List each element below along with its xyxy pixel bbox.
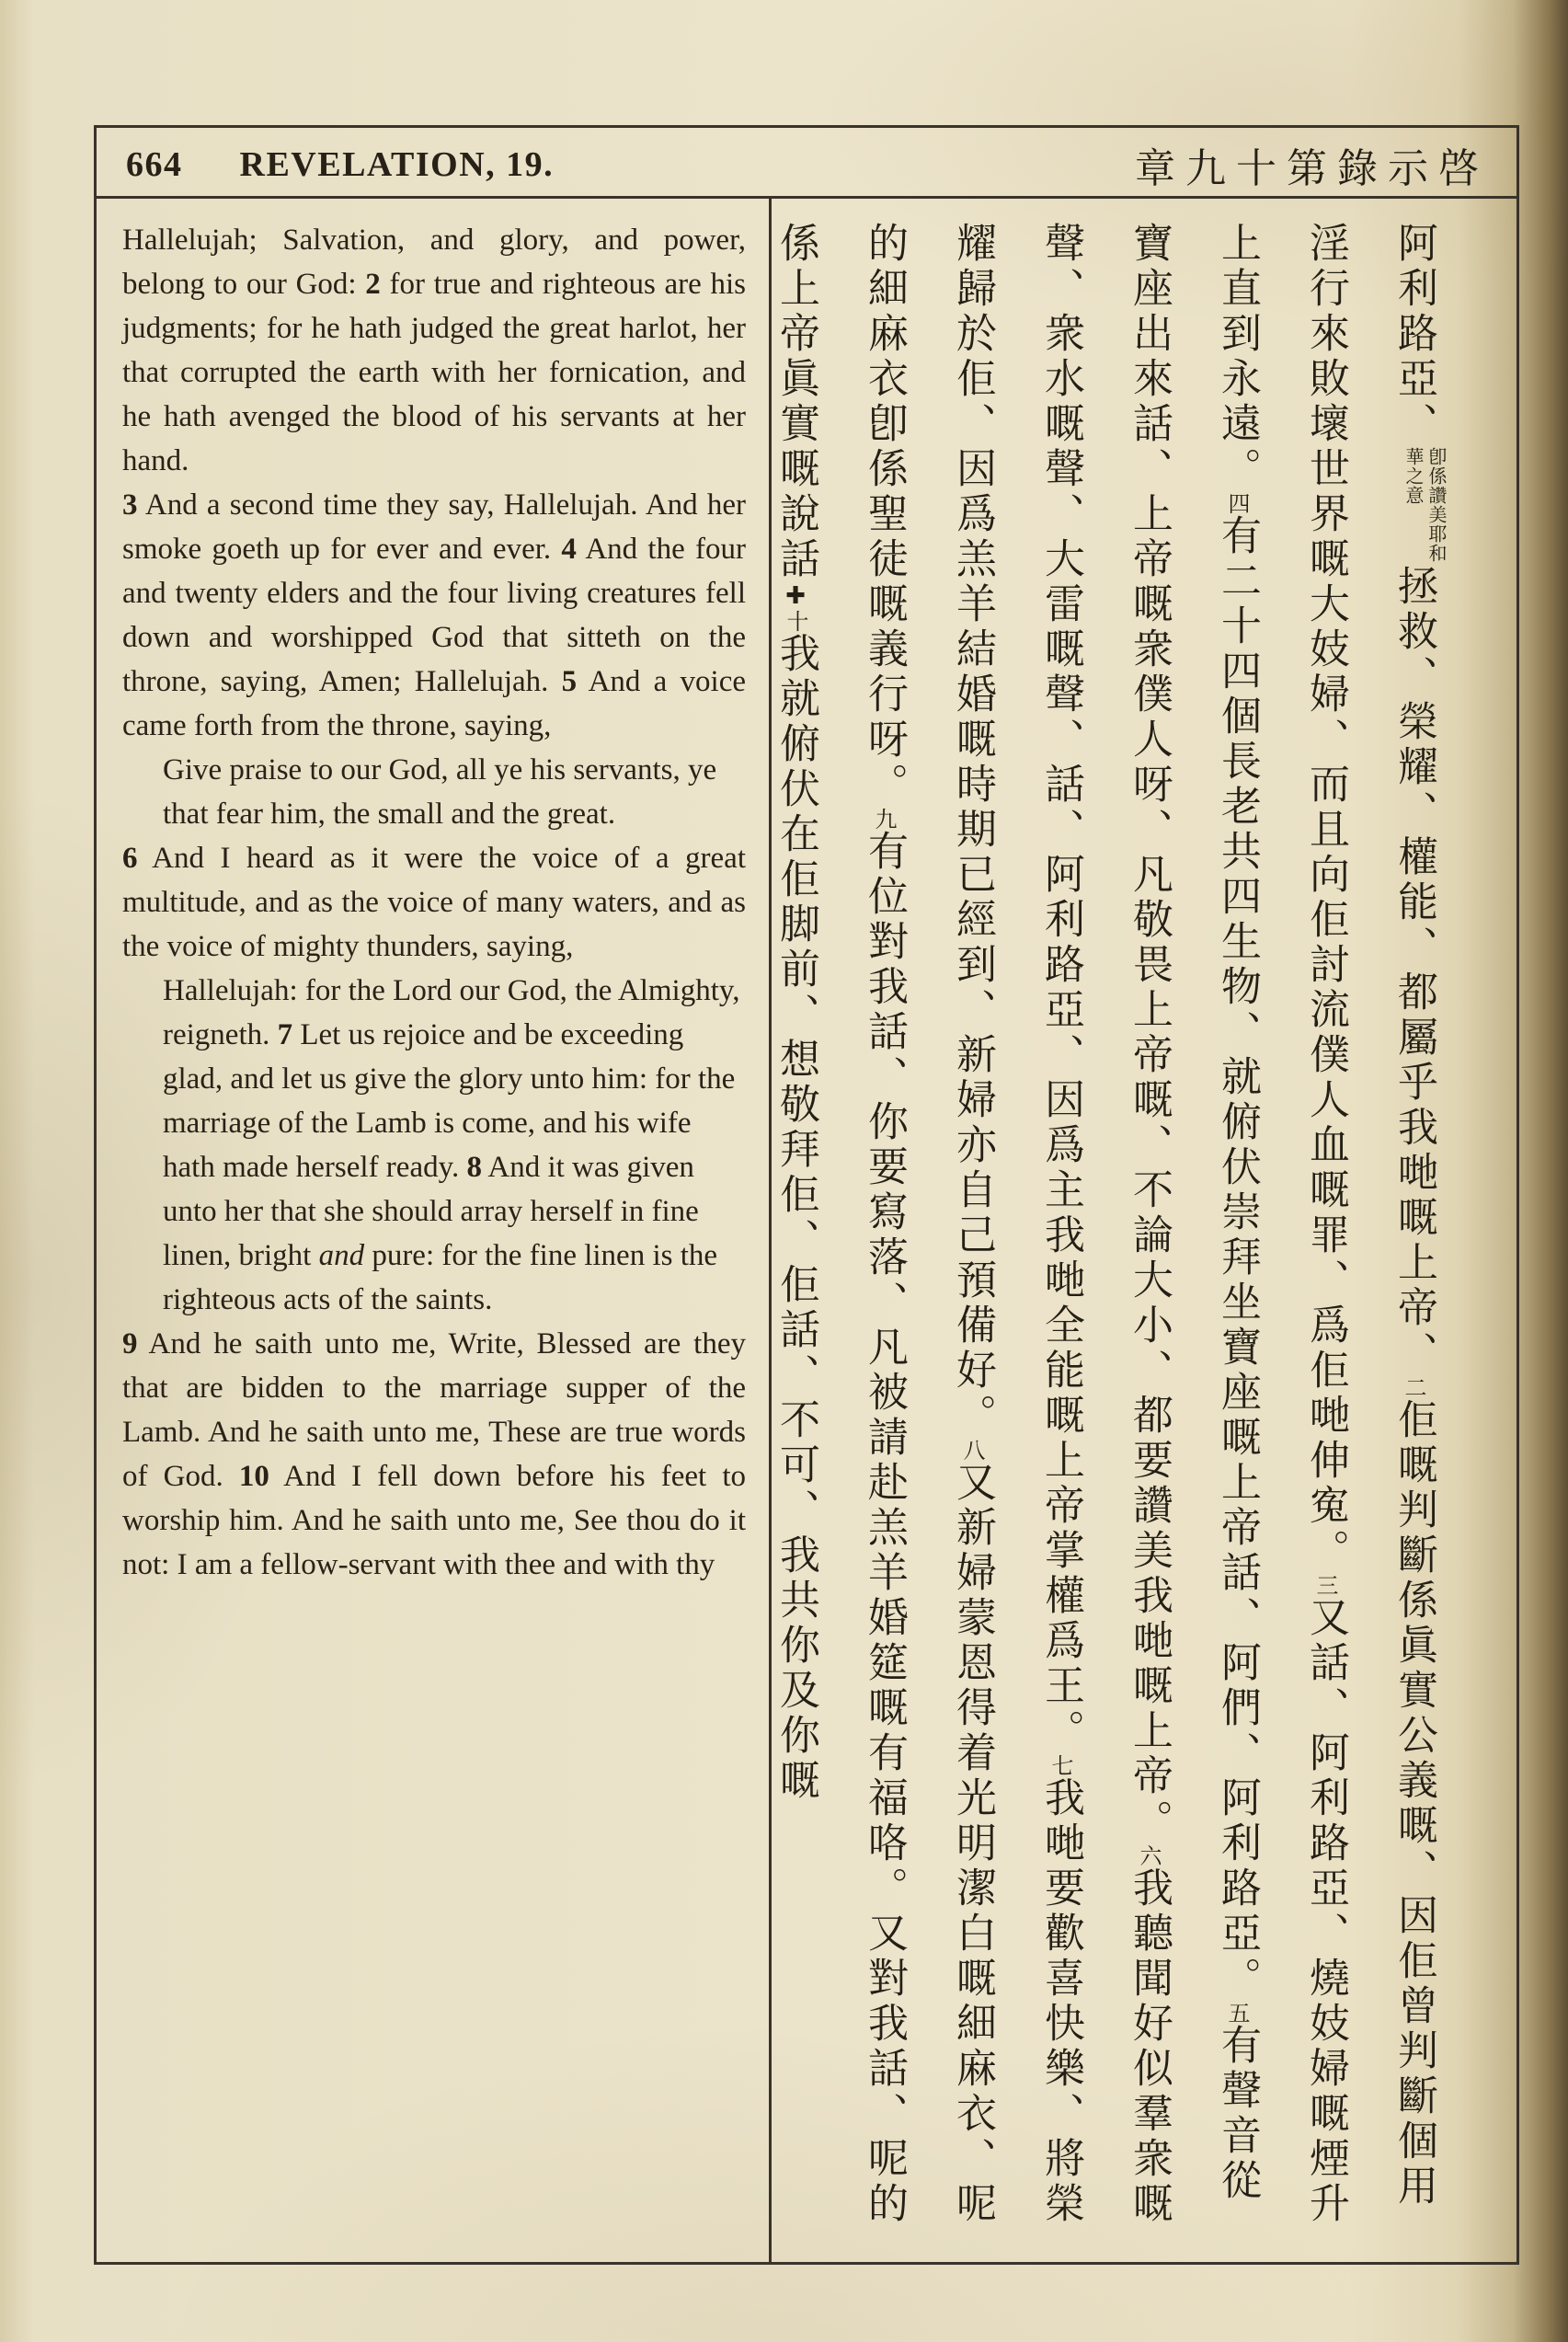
verse-number: 9	[122, 1327, 138, 1360]
verse-number: 10	[238, 1460, 269, 1493]
inline-gloss-annotation: 卽係讚美耶和華之意	[1402, 447, 1448, 563]
verse-text: Hallelujah: for the Lord our God, the Almighty, reigneth.	[163, 974, 740, 1051]
verse-text: And I fell down before his feet to worship him. And he saith unto me, See thou do it not: I am a fellow-servant with thee and with thy	[122, 1460, 746, 1581]
chinese-verse-text: 阿利路亞、	[1391, 222, 1437, 447]
verse-paragraph	[163, 748, 746, 836]
verse-number: 5	[561, 665, 578, 698]
verse-text: And a voice came forth from the throne, saying,	[122, 665, 746, 742]
page-border-frame	[94, 125, 1519, 2265]
verse-text: Hallelujah; Salvation, and glory, and power, belong to our God:	[122, 224, 746, 301]
book-title-english: REVELATION, 19.	[239, 145, 555, 184]
chinese-verse-text: 又話、阿利路亞、燒妓婦嘅煙升上直到永遠。	[1214, 222, 1349, 2227]
verse-text: And it was given unto her that she should array herself in fine linen, bright	[163, 1151, 699, 1272]
verse-paragraph	[122, 218, 746, 483]
english-text-column	[122, 218, 746, 1587]
verse-text: for true and righteous are his judgments; for he hath judged the great harlot, her that corrupted the earth with her fornication, and he hath avenged the blood of his servants at her hand.	[122, 268, 746, 477]
chinese-verse-number-mark: 二	[1401, 1376, 1426, 1398]
verse-number: 3	[122, 488, 138, 522]
chinese-verse-number-mark: 七	[1047, 1754, 1073, 1776]
verse-number: 7	[277, 1018, 293, 1051]
chinese-text-column	[737, 222, 1458, 2242]
verse-paragraph	[122, 836, 746, 969]
verse-text: pure: for the fine linen is the righteous acts of the saints.	[163, 1239, 718, 1316]
verse-paragraph	[122, 483, 746, 748]
chinese-verse-text: 有聲音從寶座出來話、上帝嘅衆僕人呀、凡敬畏上帝嘅、不論大小、都要讚美我哋嘅上帝。	[1126, 222, 1261, 2204]
chinese-verse-number-mark: 四	[1224, 492, 1250, 514]
chinese-verse-text: 我聽聞好似羣衆嘅聲、衆水嘅聲、大雷嘅聲、話、阿利路亞、因爲主我哋全能嘅上帝掌權爲王。	[1037, 222, 1173, 2227]
chinese-verse-number-mark: 五	[1224, 2002, 1250, 2024]
chinese-verse-text: 我就俯伏在佢脚前、想敬拜佢、佢話、不可、我共你及你嘅	[773, 632, 819, 1804]
verse-text: Let us rejoice and be exceeding glad, and let us give the glory unto him: for the marriage of the Lamb is come, and his wife hath made herself ready.	[163, 1018, 736, 1184]
verse-number: 6	[122, 842, 138, 875]
verse-text: And the four and twenty elders and the four living creatures fell down and worshipped God that sitteth on the throne, saying, Amen; Hallelujah.	[122, 533, 746, 698]
verse-paragraph	[122, 1322, 746, 1587]
chinese-verse-number-mark: 三	[1312, 1574, 1338, 1596]
english-running-head	[126, 144, 554, 185]
chinese-verse-number-mark: 六	[1136, 1844, 1162, 1866]
verse-text: And he saith unto me, Write, Blessed are they that are bidden to the marriage supper of the Lamb. And he saith unto me, These are true words of God.	[122, 1327, 746, 1493]
verse-paragraph	[163, 969, 746, 1322]
note-cross-mark: ✚	[782, 582, 809, 610]
verse-number: 8	[466, 1151, 482, 1184]
header-rule	[97, 196, 1516, 199]
verse-text: Give praise to our God, all ye his servants, ye that fear him, the small and the great.	[163, 753, 717, 831]
chinese-verse-number-mark: 九	[871, 808, 897, 830]
book-title-chinese: 章九十第錄示啓	[1135, 145, 1489, 192]
chinese-verse-text: 又新婦蒙恩得着光明潔白嘅細麻衣、呢的細麻衣卽係聖徒嘅義行呀。	[861, 222, 996, 2227]
supplied-word: and	[318, 1239, 365, 1272]
verse-text: And I heard as it were the voice of a great multitude, and as the voice of many waters, and as the voice of mighty thunders, saying,	[122, 842, 746, 963]
page-number: 664	[126, 145, 183, 184]
chinese-verse-text: 佢嘅判斷係眞實公義嘅、因佢曾判斷個用淫行來敗壞世界嘅大妓婦、而且向佢討流僕人血嘅罪、爲佢哋伸寃。	[1302, 222, 1437, 2210]
verse-number: 2	[365, 268, 381, 301]
chinese-verse-text: 有二十四個長老共四生物、就俯伏崇拜坐寶座嘅上帝話、阿們、阿利路亞。	[1214, 514, 1261, 2002]
chinese-verse-number-mark: 十	[783, 610, 808, 632]
verse-text: And a second time they say, Hallelujah. And her smoke goeth up for ever and ever.	[122, 488, 746, 566]
verse-number: 4	[561, 533, 577, 566]
page-header	[97, 128, 1516, 196]
chinese-verse-text: 我哋要歡喜快樂、將榮耀歸於佢、因爲羔羊結婚嘅時期已經到、新婦亦自己預備好。	[949, 222, 1084, 2227]
chinese-verse-text: 有位對我話、你要寫落、凡被請赴羔羊婚筵嘅有福咯。又對我話、呢的係上帝眞實嘅說話	[773, 222, 908, 2227]
chinese-verse-text: 拯救、榮耀、權能、都屬乎我哋嘅上帝、	[1391, 565, 1437, 1376]
chinese-verse-number-mark: 八	[959, 1439, 985, 1461]
